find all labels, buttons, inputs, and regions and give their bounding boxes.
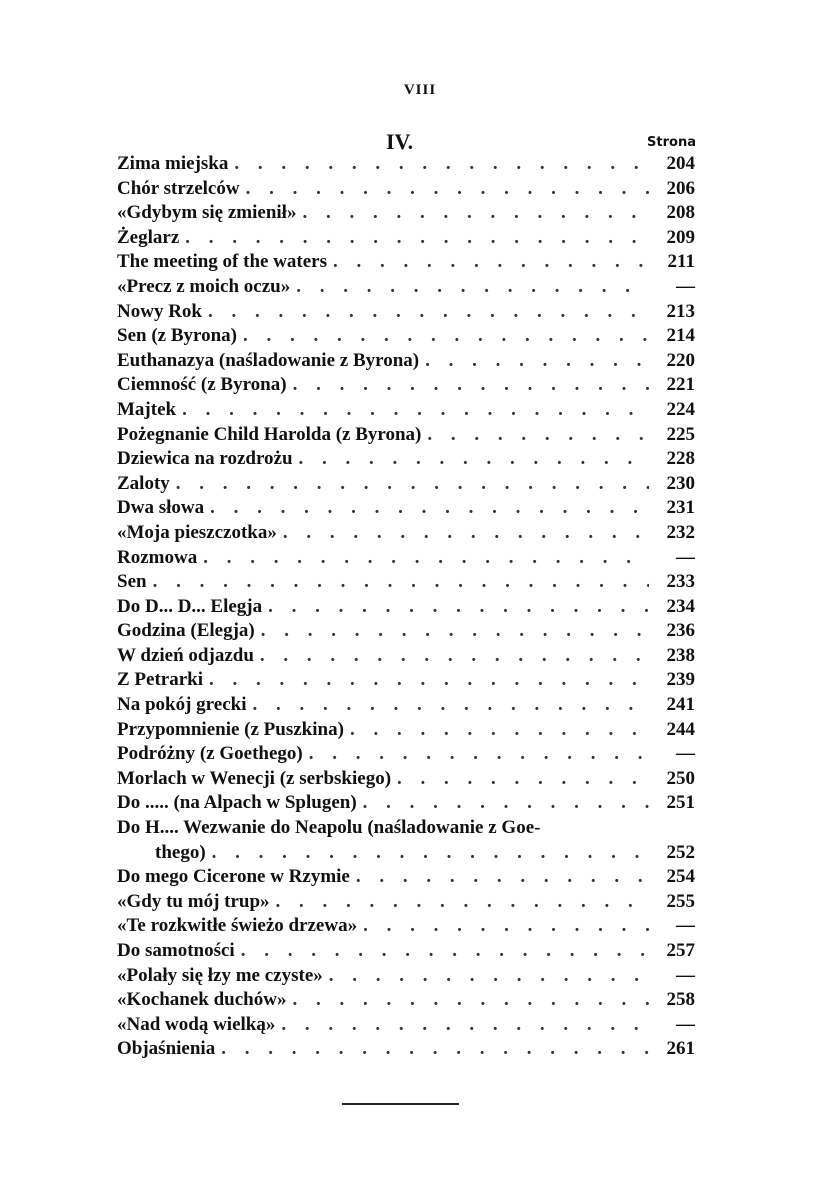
dot-leader [208,300,649,325]
toc-entry-title: Do H.... Wezwanie do Neapolu (naśladowanie z Goe- [117,817,541,839]
toc-entry [117,300,695,325]
toc-entry-page: 244 [666,718,695,740]
toc-entry-title: Objaśnienia [117,1038,216,1060]
toc-entry-title: Na pokój grecki [117,694,247,716]
toc-entry-title: Do samotności [117,940,235,961]
toc-entry-page: — [676,546,695,568]
toc-entry [117,521,695,546]
toc-entry-page: 211 [667,251,695,273]
dot-leader [296,275,649,300]
toc-entry-title: «Gdy tu mój trup» [117,890,270,912]
toc-entry [117,939,695,964]
toc-entry-page: 224 [666,398,695,420]
toc-entry-title: Dwa słowa [117,497,205,519]
toc-entry [117,398,695,423]
toc-entry-title: Rozmowa [117,546,198,568]
toc-entry-title-continuation: thego) [155,841,206,863]
toc-entry [117,570,695,595]
toc-entry-title: Do mego Cicerone w Rzymie [117,866,350,888]
toc-entry-page: 241 [666,694,695,716]
dot-leader [292,988,649,1013]
toc-entry-page: — [676,915,695,937]
dot-leader [221,1037,649,1062]
dot-leader [276,890,649,915]
dot-leader [261,619,649,644]
toc-entry-page: 234 [666,595,695,617]
toc-entry [117,546,695,571]
toc-entry-title: Godzina (Elegja) [117,620,255,642]
toc-entry [117,644,695,669]
toc-entry-title: Morlach w Wenecji (z serbskiego) [117,767,392,789]
dot-leader [333,250,649,275]
dot-leader [427,423,649,448]
dot-leader [281,1013,649,1038]
dot-leader [210,496,649,521]
dot-leader [203,546,649,571]
toc-entry [117,275,695,300]
toc-entry-page: 236 [666,620,695,642]
toc-entry-page: — [676,743,695,765]
toc-entry [117,693,695,718]
toc-entry-page: 261 [666,1038,695,1060]
dot-leader [212,841,649,866]
toc-entry [117,767,695,792]
toc-entry-page: 230 [666,472,695,494]
toc-entry-page: 225 [666,423,695,445]
toc-entry [117,718,695,743]
toc-entry-page: — [676,275,695,297]
toc-entry [117,152,695,177]
toc-entry-title: «Nad wodą wielką» [117,1013,276,1035]
toc-entry-title: Majtek [117,398,177,420]
dot-leader [309,742,649,767]
table-of-contents [117,152,695,1062]
toc-entry-page: 231 [666,497,695,519]
toc-entry-title: «Kochanek duchów» [117,989,287,1011]
toc-entry-title: Chór strzelców [117,177,240,199]
dot-leader [302,201,649,226]
toc-entry [117,1013,695,1038]
dot-leader [246,177,649,202]
toc-entry [117,373,695,398]
toc-entry [117,914,695,939]
toc-entry [117,988,695,1013]
toc-entry-page: 232 [666,521,695,543]
toc-entry [117,890,695,915]
toc-entry-page: 233 [666,571,695,593]
toc-entry-page: 257 [666,940,695,961]
toc-entry [117,226,695,251]
dot-leader [234,152,649,177]
toc-entry [117,964,695,989]
toc-entry [117,177,695,202]
toc-entry [117,595,695,620]
dot-leader [356,865,649,890]
toc-entry-title: «Te rozkwitłe świeżo drzewa» [117,915,358,937]
toc-entry-page: 258 [666,989,695,1011]
toc-entry-title: Sen [117,571,147,593]
toc-entry-title: Sen (z Byrona) [117,325,237,347]
toc-entry-page: — [676,964,695,986]
toc-entry-title: Ciemność (z Byrona) [117,374,287,396]
dot-leader [397,767,649,792]
toc-entry-title: «Precz z moich oczu» [117,275,291,297]
dot-leader [329,964,649,989]
toc-entry-title: Żeglarz [117,226,180,248]
toc-entry-title: Przypomnienie (z Puszkina) [117,718,344,740]
toc-entry-page: 228 [666,448,695,470]
page-number: VIII [403,82,437,98]
toc-entry-page: 254 [666,866,695,888]
dot-leader [243,324,649,349]
dot-leader [153,570,649,595]
toc-entry [117,201,695,226]
closing-rule [342,1103,459,1105]
toc-entry-title: «Gdybym się zmienił» [117,202,297,224]
toc-entry-title: Z Petrarki [117,669,204,691]
toc-entry [117,619,695,644]
dot-leader [363,914,649,939]
toc-entry [117,668,695,693]
toc-entry [117,1037,695,1062]
toc-entry-title: Zaloty [117,472,170,494]
section-heading: IV. [386,129,414,154]
toc-entry-title: W dzień odjazdu [117,644,254,666]
toc-entry-title: Nowy Rok [117,300,202,322]
dot-leader [252,693,649,718]
toc-entry-page: 209 [666,226,695,248]
toc-entry-title: Dziewica na rozdrożu [117,448,293,470]
toc-entry [117,349,695,374]
dot-leader [363,791,649,816]
toc-entry-title: Do ..... (na Alpach w Splugen) [117,792,357,814]
dot-leader [299,447,649,472]
dot-leader [268,595,649,620]
toc-entry [117,791,695,816]
dot-leader [176,472,649,497]
toc-entry-page: 204 [666,153,695,174]
toc-entry [117,865,695,890]
toc-entry-page: 250 [666,767,695,789]
toc-entry-title: Podróżny (z Goethego) [117,743,303,765]
dot-leader [283,521,649,546]
toc-entry [117,250,695,275]
dot-leader [182,398,649,423]
toc-entry-title: Zima miejska [117,153,229,174]
dot-leader [241,939,649,964]
toc-entry-title: Do D... D... Elegja [117,595,263,617]
toc-entry-page: 213 [666,300,695,322]
toc-entry-page: 220 [666,349,695,371]
dot-leader [350,718,649,743]
toc-entry-page: 206 [666,177,695,199]
toc-entry-page: — [676,1013,695,1035]
dot-leader [209,668,649,693]
toc-entry-page: 255 [666,890,695,912]
toc-entry [117,324,695,349]
toc-entry [117,447,695,472]
dot-leader [425,349,649,374]
toc-entry [117,816,695,865]
toc-entry [117,472,695,497]
toc-entry-page: 208 [666,202,695,224]
toc-entry-page: 252 [666,841,695,863]
toc-entry-page: 214 [666,325,695,347]
toc-entry [117,496,695,521]
toc-entry [117,742,695,767]
toc-entry-page: 238 [666,644,695,666]
dot-leader [260,644,649,669]
toc-entry-title: Euthanazya (naśladowanie z Byrona) [117,349,420,371]
toc-entry-title: The meeting of the waters [117,251,328,273]
toc-entry [117,423,695,448]
toc-entry-title: Pożegnanie Child Harolda (z Byrona) [117,423,422,445]
page-column-label: Strona [647,135,696,150]
dot-leader [185,226,649,251]
toc-entry-page: 239 [666,669,695,691]
toc-entry-title: «Polały się łzy me czyste» [117,964,323,986]
toc-entry-page: 221 [666,374,695,396]
toc-entry-title: «Moja pieszczotka» [117,521,277,543]
toc-entry-page: 251 [666,792,695,814]
dot-leader [293,373,649,398]
